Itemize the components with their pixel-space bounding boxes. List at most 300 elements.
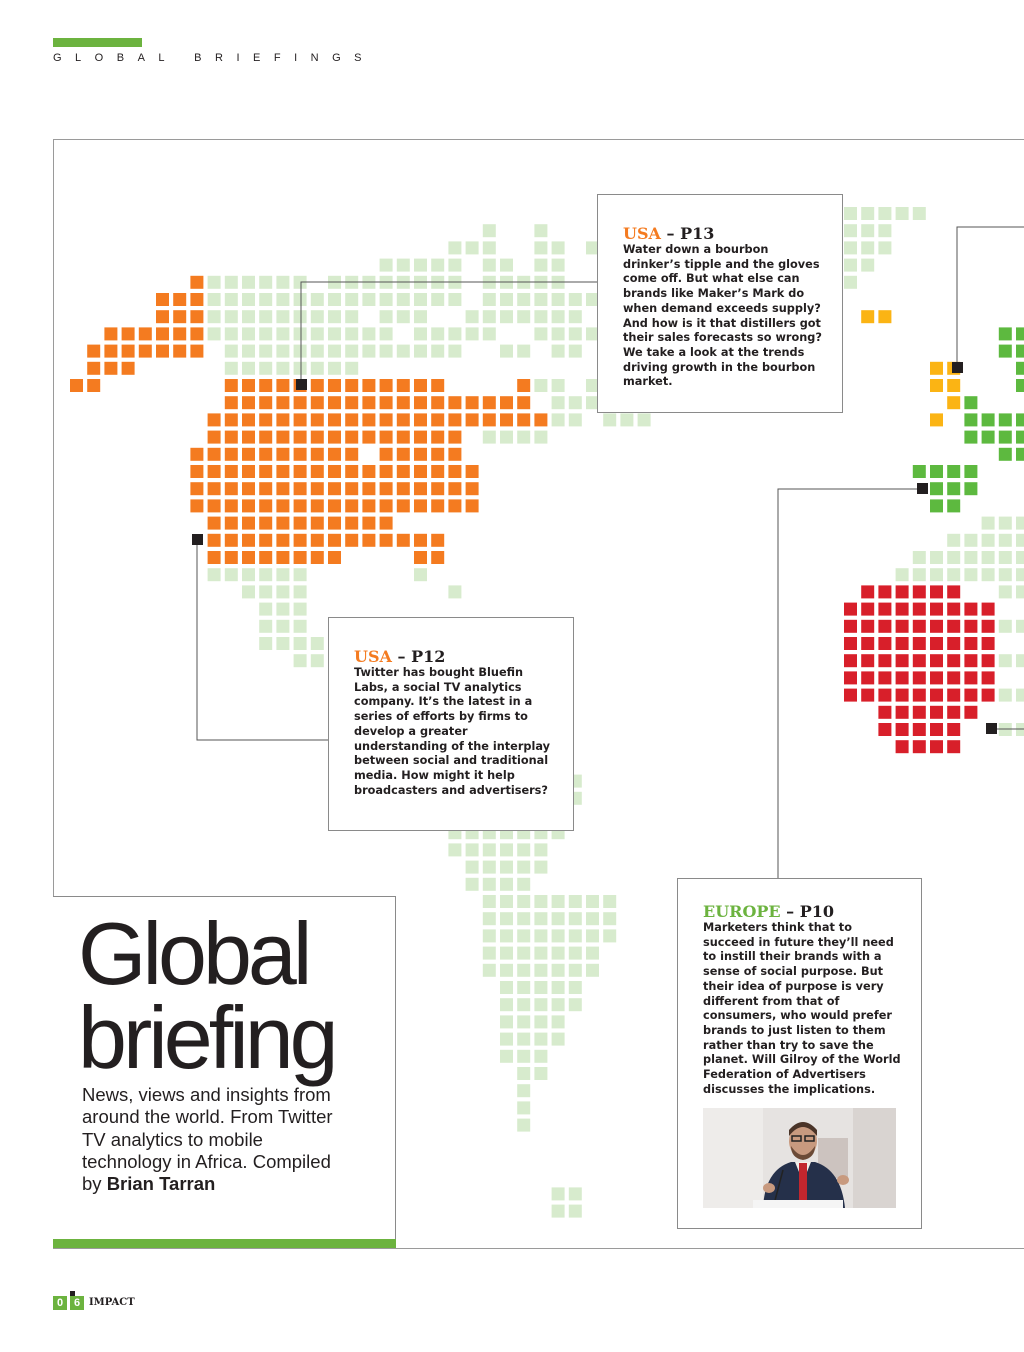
map-tile bbox=[500, 1033, 513, 1046]
map-tile bbox=[569, 1205, 582, 1218]
map-tile bbox=[448, 345, 461, 358]
map-tile bbox=[500, 964, 513, 977]
map-tile bbox=[844, 224, 857, 237]
map-tile bbox=[311, 654, 324, 667]
map-tile bbox=[999, 551, 1012, 564]
map-tile bbox=[276, 293, 289, 306]
map-tile bbox=[225, 396, 238, 409]
map-tile bbox=[861, 637, 874, 650]
map-tile bbox=[431, 431, 444, 444]
map-tile bbox=[414, 499, 427, 512]
map-tile bbox=[242, 465, 255, 478]
map-tile bbox=[878, 603, 891, 616]
map-tile bbox=[896, 585, 909, 598]
map-tile bbox=[982, 413, 995, 426]
map-tile bbox=[362, 517, 375, 530]
map-tile bbox=[878, 224, 891, 237]
map-tile bbox=[483, 310, 496, 323]
map-tile bbox=[345, 431, 358, 444]
map-tile bbox=[414, 345, 427, 358]
page-title bbox=[78, 904, 335, 1087]
map-tile bbox=[208, 551, 221, 564]
map-tile bbox=[930, 740, 943, 753]
map-tile bbox=[294, 362, 307, 375]
map-tile bbox=[380, 327, 393, 340]
map-tile bbox=[878, 207, 891, 220]
map-tile bbox=[861, 241, 874, 254]
map-tile bbox=[259, 362, 272, 375]
map-tile bbox=[1016, 413, 1024, 426]
map-tile bbox=[483, 293, 496, 306]
map-tile bbox=[878, 723, 891, 736]
map-tile bbox=[517, 947, 530, 960]
map-tile bbox=[569, 964, 582, 977]
map-tile bbox=[448, 259, 461, 272]
map-tile bbox=[259, 568, 272, 581]
map-tile bbox=[242, 310, 255, 323]
map-tile bbox=[947, 551, 960, 564]
map-tile bbox=[242, 362, 255, 375]
map-tile bbox=[896, 603, 909, 616]
map-tile bbox=[483, 964, 496, 977]
map-tile bbox=[483, 843, 496, 856]
map-tile bbox=[534, 431, 547, 444]
map-tile bbox=[414, 465, 427, 478]
map-tile bbox=[982, 637, 995, 650]
map-tile bbox=[448, 499, 461, 512]
map-tile bbox=[896, 568, 909, 581]
map-tile bbox=[414, 327, 427, 340]
map-tile bbox=[414, 551, 427, 564]
map-tile bbox=[225, 310, 238, 323]
map-tile bbox=[380, 534, 393, 547]
map-tile bbox=[1016, 362, 1024, 375]
map-tile bbox=[913, 603, 926, 616]
map-tile bbox=[517, 895, 530, 908]
map-tile bbox=[878, 310, 891, 323]
map-tile bbox=[552, 259, 565, 272]
map-tile bbox=[294, 482, 307, 495]
map-tile bbox=[294, 585, 307, 598]
map-tile bbox=[276, 517, 289, 530]
map-tile bbox=[483, 912, 496, 925]
map-tile bbox=[500, 259, 513, 272]
map-tile bbox=[276, 345, 289, 358]
map-tile bbox=[517, 345, 530, 358]
map-tile bbox=[259, 603, 272, 616]
map-tile bbox=[999, 654, 1012, 667]
map-tile bbox=[500, 895, 513, 908]
map-tile bbox=[225, 448, 238, 461]
map-tile bbox=[311, 551, 324, 564]
map-tile bbox=[569, 947, 582, 960]
map-tile bbox=[431, 551, 444, 564]
map-tile bbox=[930, 603, 943, 616]
map-tile bbox=[552, 964, 565, 977]
map-tile bbox=[947, 585, 960, 598]
map-tile bbox=[552, 1187, 565, 1200]
map-tile bbox=[190, 276, 203, 289]
map-tile bbox=[483, 396, 496, 409]
map-tile bbox=[896, 637, 909, 650]
map-tile bbox=[259, 396, 272, 409]
map-tile bbox=[259, 499, 272, 512]
map-tile bbox=[380, 345, 393, 358]
map-tile bbox=[225, 276, 238, 289]
map-tile bbox=[947, 499, 960, 512]
map-tile bbox=[569, 998, 582, 1011]
map-tile bbox=[517, 293, 530, 306]
map-tile bbox=[466, 465, 479, 478]
map-tile bbox=[844, 207, 857, 220]
map-tile bbox=[844, 241, 857, 254]
map-tile bbox=[861, 224, 874, 237]
map-tile bbox=[534, 379, 547, 392]
map-tile bbox=[982, 689, 995, 702]
map-tile bbox=[276, 310, 289, 323]
map-tile bbox=[500, 413, 513, 426]
map-tile bbox=[964, 534, 977, 547]
map-tile bbox=[586, 947, 599, 960]
map-tile bbox=[569, 310, 582, 323]
map-tile bbox=[345, 482, 358, 495]
map-tile bbox=[242, 499, 255, 512]
map-tile bbox=[276, 534, 289, 547]
map-tile bbox=[982, 431, 995, 444]
map-tile bbox=[552, 929, 565, 942]
page-number-digit-2: 6 bbox=[70, 1296, 84, 1310]
map-tile bbox=[534, 1015, 547, 1028]
map-tile bbox=[500, 345, 513, 358]
map-tile bbox=[603, 929, 616, 942]
map-tile bbox=[913, 568, 926, 581]
map-tile bbox=[861, 689, 874, 702]
map-tile bbox=[276, 482, 289, 495]
map-tile bbox=[311, 379, 324, 392]
map-tile bbox=[603, 895, 616, 908]
standfirst bbox=[82, 1084, 342, 1195]
map-tile bbox=[156, 345, 169, 358]
standfirst-text: News, views and insights from around the world. From Twitter TV analytics to mobile technology in Africa. Compiled by bbox=[82, 1084, 333, 1195]
map-tile bbox=[345, 413, 358, 426]
map-tile bbox=[397, 482, 410, 495]
map-tile bbox=[190, 448, 203, 461]
magazine-name: IMPACT bbox=[89, 1297, 135, 1308]
map-tile bbox=[483, 259, 496, 272]
map-tile bbox=[982, 517, 995, 530]
map-tile bbox=[534, 1067, 547, 1080]
map-tile bbox=[276, 585, 289, 598]
map-tile bbox=[947, 396, 960, 409]
map-tile bbox=[448, 585, 461, 598]
map-tile bbox=[569, 929, 582, 942]
map-tile bbox=[999, 585, 1012, 598]
map-tile bbox=[552, 947, 565, 960]
map-tile bbox=[431, 465, 444, 478]
speaker-photo bbox=[703, 1108, 896, 1208]
map-tile bbox=[156, 310, 169, 323]
map-tile bbox=[311, 293, 324, 306]
map-tile bbox=[208, 568, 221, 581]
title-accent-bar bbox=[53, 1239, 396, 1248]
author-name: Brian Tarran bbox=[106, 1173, 216, 1195]
map-tile bbox=[276, 396, 289, 409]
map-tile bbox=[638, 413, 651, 426]
map-tile bbox=[861, 585, 874, 598]
map-tile bbox=[964, 413, 977, 426]
map-tile bbox=[844, 671, 857, 684]
map-tile bbox=[930, 689, 943, 702]
map-tile bbox=[397, 431, 410, 444]
map-tile bbox=[500, 912, 513, 925]
map-tile bbox=[947, 740, 960, 753]
map-tile bbox=[534, 1050, 547, 1063]
map-tile bbox=[964, 551, 977, 564]
map-tile bbox=[259, 534, 272, 547]
map-tile bbox=[999, 413, 1012, 426]
map-tile bbox=[225, 345, 238, 358]
page-number bbox=[53, 1296, 85, 1310]
map-tile bbox=[930, 551, 943, 564]
story-region: USA bbox=[354, 647, 392, 666]
map-tile bbox=[947, 379, 960, 392]
map-tile bbox=[173, 293, 186, 306]
map-tile bbox=[345, 465, 358, 478]
map-tile bbox=[259, 585, 272, 598]
map-tile bbox=[431, 499, 444, 512]
map-tile bbox=[930, 568, 943, 581]
map-tile bbox=[190, 293, 203, 306]
map-tile bbox=[586, 912, 599, 925]
map-tile bbox=[208, 293, 221, 306]
map-tile bbox=[964, 396, 977, 409]
map-tile bbox=[431, 448, 444, 461]
map-tile bbox=[534, 964, 547, 977]
map-tile bbox=[913, 689, 926, 702]
map-tile bbox=[294, 603, 307, 616]
map-tile bbox=[500, 947, 513, 960]
map-tile bbox=[328, 482, 341, 495]
map-tile bbox=[311, 310, 324, 323]
map-tile bbox=[844, 276, 857, 289]
story-box-usa-p13[interactable] bbox=[597, 194, 843, 413]
map-tile bbox=[431, 396, 444, 409]
map-tile bbox=[362, 327, 375, 340]
map-tile bbox=[380, 517, 393, 530]
map-tile bbox=[311, 362, 324, 375]
map-tile bbox=[225, 327, 238, 340]
map-tile bbox=[552, 998, 565, 1011]
map-tile bbox=[913, 671, 926, 684]
map-tile bbox=[345, 310, 358, 323]
map-tile bbox=[294, 499, 307, 512]
map-tile bbox=[294, 465, 307, 478]
map-marker-africa bbox=[986, 723, 997, 734]
story-box-usa-p12[interactable] bbox=[328, 617, 574, 831]
map-tile bbox=[311, 396, 324, 409]
map-tile bbox=[362, 534, 375, 547]
map-tile bbox=[362, 413, 375, 426]
map-tile bbox=[517, 981, 530, 994]
map-tile bbox=[999, 620, 1012, 633]
map-tile bbox=[362, 431, 375, 444]
map-tile bbox=[259, 379, 272, 392]
map-tile bbox=[861, 259, 874, 272]
map-tile bbox=[225, 517, 238, 530]
map-tile bbox=[294, 413, 307, 426]
map-tile bbox=[414, 259, 427, 272]
map-tile bbox=[380, 293, 393, 306]
map-tile bbox=[930, 499, 943, 512]
map-tile bbox=[70, 379, 83, 392]
map-tile bbox=[311, 499, 324, 512]
map-tile bbox=[517, 379, 530, 392]
map-tile bbox=[208, 499, 221, 512]
map-tile bbox=[534, 310, 547, 323]
map-tile bbox=[294, 637, 307, 650]
leader-line-right-top bbox=[957, 227, 1024, 368]
map-tile bbox=[534, 241, 547, 254]
story-page: – P12 bbox=[391, 647, 446, 666]
map-tile bbox=[947, 671, 960, 684]
map-tile bbox=[311, 517, 324, 530]
map-tile bbox=[500, 981, 513, 994]
map-tile bbox=[913, 207, 926, 220]
map-tile bbox=[517, 431, 530, 444]
map-tile bbox=[328, 396, 341, 409]
map-tile bbox=[380, 413, 393, 426]
map-tile bbox=[225, 362, 238, 375]
map-tile bbox=[517, 413, 530, 426]
map-tile bbox=[328, 327, 341, 340]
map-tile bbox=[466, 396, 479, 409]
map-tile bbox=[414, 396, 427, 409]
map-tile bbox=[225, 499, 238, 512]
map-tile bbox=[947, 465, 960, 478]
map-tile bbox=[328, 293, 341, 306]
map-tile bbox=[1016, 534, 1024, 547]
map-tile bbox=[552, 413, 565, 426]
map-tile bbox=[982, 603, 995, 616]
map-tile bbox=[1016, 654, 1024, 667]
map-tile bbox=[517, 310, 530, 323]
map-tile bbox=[431, 293, 444, 306]
map-tile bbox=[552, 981, 565, 994]
map-tile bbox=[466, 861, 479, 874]
map-tile bbox=[999, 327, 1012, 340]
map-tile bbox=[328, 448, 341, 461]
map-tile bbox=[139, 327, 152, 340]
map-tile bbox=[1016, 327, 1024, 340]
map-tile bbox=[242, 431, 255, 444]
map-tile bbox=[534, 998, 547, 1011]
map-tile bbox=[173, 345, 186, 358]
map-tile bbox=[156, 327, 169, 340]
map-tile bbox=[500, 843, 513, 856]
map-tile bbox=[259, 551, 272, 564]
map-tile bbox=[380, 259, 393, 272]
map-tile bbox=[861, 207, 874, 220]
map-tile bbox=[517, 929, 530, 942]
map-tile bbox=[225, 482, 238, 495]
map-tile bbox=[414, 293, 427, 306]
map-tile bbox=[517, 843, 530, 856]
map-tile bbox=[552, 1015, 565, 1028]
map-tile bbox=[844, 620, 857, 633]
map-tile bbox=[431, 413, 444, 426]
map-tile bbox=[345, 345, 358, 358]
map-tile bbox=[861, 654, 874, 667]
map-tile bbox=[947, 603, 960, 616]
map-tile bbox=[208, 465, 221, 478]
map-tile bbox=[483, 947, 496, 960]
map-tile bbox=[259, 637, 272, 650]
map-tile bbox=[190, 345, 203, 358]
map-tile bbox=[448, 293, 461, 306]
map-tile bbox=[569, 912, 582, 925]
map-tile bbox=[276, 362, 289, 375]
map-tile bbox=[999, 689, 1012, 702]
map-tile bbox=[294, 534, 307, 547]
map-tile bbox=[483, 929, 496, 942]
story-body: Marketers think that to succeed in future they’ll need to instill their brands with a sense of social purpose. But their idea of purpose is very different from that of consumers, who would prefer brands to just listen to them rather than try to save the planet. Will Gilroy of the World Federation of Advertisers discusses the implications. bbox=[703, 921, 901, 1096]
map-tile bbox=[483, 327, 496, 340]
map-tile bbox=[448, 482, 461, 495]
map-tile bbox=[466, 878, 479, 891]
map-tile bbox=[1016, 448, 1024, 461]
map-tile bbox=[982, 671, 995, 684]
story-page: – P10 bbox=[780, 902, 835, 921]
map-tile bbox=[362, 396, 375, 409]
map-tile bbox=[311, 327, 324, 340]
map-tile bbox=[380, 310, 393, 323]
map-tile bbox=[276, 637, 289, 650]
map-tile bbox=[104, 345, 117, 358]
map-tile bbox=[1016, 379, 1024, 392]
map-tile bbox=[517, 1033, 530, 1046]
story-heading bbox=[703, 903, 901, 921]
map-tile bbox=[87, 362, 100, 375]
map-tile bbox=[569, 1187, 582, 1200]
map-tile bbox=[208, 448, 221, 461]
map-tile bbox=[294, 396, 307, 409]
map-tile bbox=[328, 551, 341, 564]
map-tile bbox=[1016, 585, 1024, 598]
map-tile bbox=[586, 964, 599, 977]
map-tile bbox=[190, 327, 203, 340]
map-tile bbox=[1016, 431, 1024, 444]
map-tile bbox=[534, 843, 547, 856]
map-tile bbox=[552, 1205, 565, 1218]
map-tile bbox=[517, 912, 530, 925]
map-tile bbox=[311, 465, 324, 478]
map-tile bbox=[517, 1067, 530, 1080]
map-tile bbox=[414, 448, 427, 461]
map-tile bbox=[982, 654, 995, 667]
map-tile bbox=[500, 861, 513, 874]
map-tile bbox=[294, 551, 307, 564]
map-tile bbox=[534, 224, 547, 237]
map-tile bbox=[500, 431, 513, 444]
map-tile bbox=[448, 413, 461, 426]
map-tile bbox=[294, 345, 307, 358]
map-tile bbox=[294, 448, 307, 461]
map-tile bbox=[414, 413, 427, 426]
map-tile bbox=[517, 861, 530, 874]
map-tile bbox=[947, 620, 960, 633]
map-tile bbox=[208, 517, 221, 530]
map-tile bbox=[896, 689, 909, 702]
